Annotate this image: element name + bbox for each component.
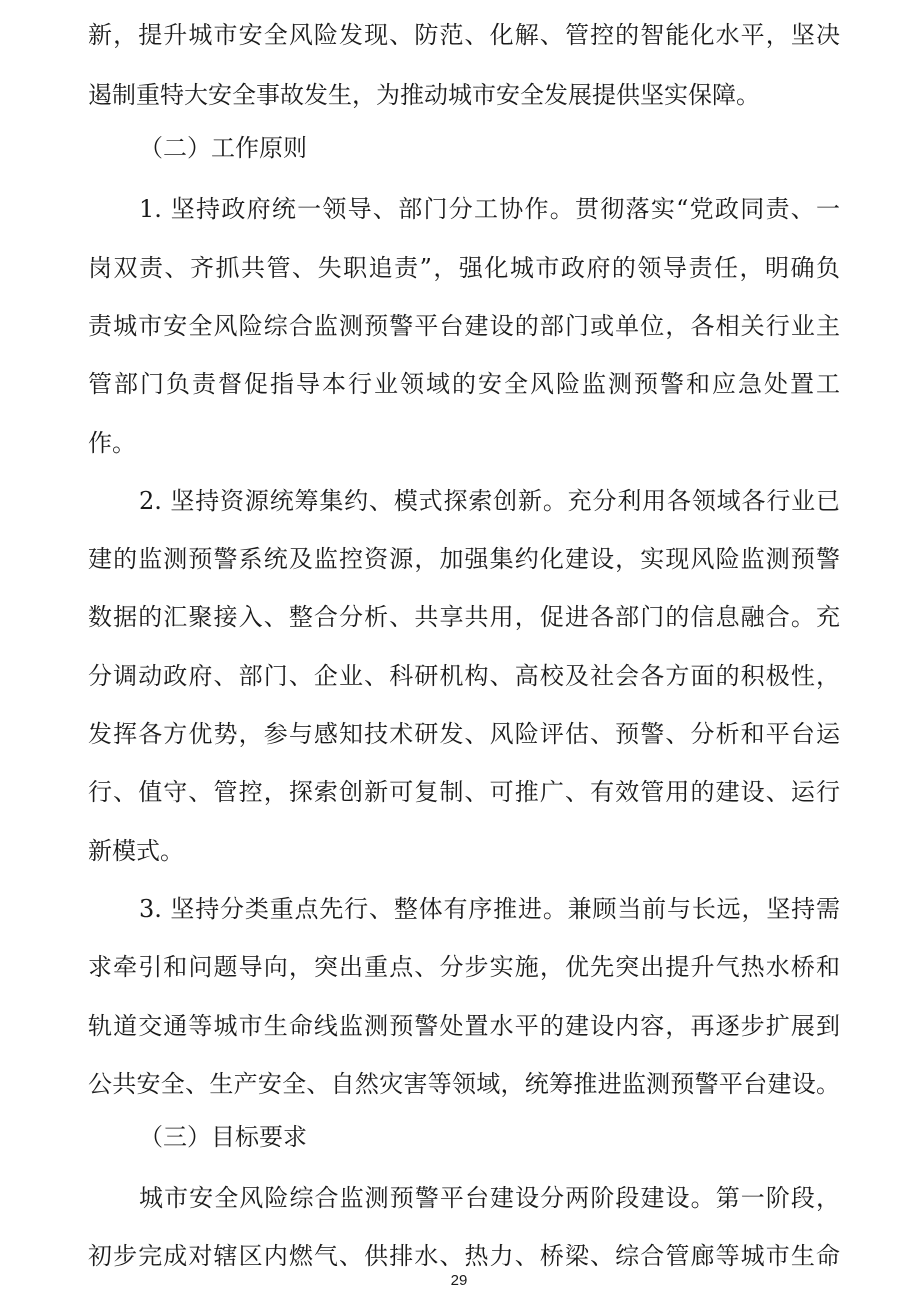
paragraph-line: 求牵引和问题导向，突出重点、分步实施，优先突出提升气热水桥和 bbox=[88, 953, 840, 981]
paragraph-line: 数据的汇聚接入、整合分析、共享共用，促进各部门的信息融合。充 bbox=[88, 603, 840, 631]
paragraph-line: 发挥各方优势，参与感知技术研发、风险评估、预警、分析和平台运 bbox=[88, 720, 840, 748]
paragraph-line: 遏制重特大安全事故发生，为推动城市安全发展提供坚实保障。 bbox=[88, 81, 760, 109]
page-number: 29 bbox=[450, 1272, 468, 1289]
paragraph-line: 初步完成对辖区内燃气、供排水、热力、桥梁、综合管廊等城市生命 bbox=[88, 1242, 840, 1270]
paragraph-line: 管部门负责督促指导本行业领域的安全风险监测预警和应急处置工 bbox=[88, 370, 840, 398]
paragraph-line: 3. 坚持分类重点先行、整体有序推进。兼顾当前与长远，坚持需 bbox=[139, 895, 840, 923]
paragraph-line: 建的监测预警系统及监控资源，加强集约化建设，实现风险监测预警 bbox=[88, 545, 840, 573]
paragraph-line: 行、值守、管控，探索创新可复制、可推广、有效管用的建设、运行 bbox=[88, 778, 840, 806]
section-heading-goals: （三）目标要求 bbox=[139, 1123, 307, 1151]
paragraph-line: 岗双责、齐抓共管、失职追责”，强化城市政府的领导责任，明确负 bbox=[88, 254, 840, 282]
paragraph-line: 责城市安全风险综合监测预警平台建设的部门或单位，各相关行业主 bbox=[88, 312, 840, 340]
paragraph-line: 轨道交通等城市生命线监测预警处置水平的建设内容，再逐步扩展到 bbox=[88, 1012, 840, 1040]
paragraph-line: 新模式。 bbox=[88, 837, 184, 865]
paragraph-line: 公共安全、生产安全、自然灾害等领域，统筹推进监测预警平台建设。 bbox=[88, 1070, 840, 1098]
paragraph-line: 分调动政府、部门、企业、科研机构、高校及社会各方面的积极性， bbox=[88, 662, 840, 690]
paragraph-line: 新，提升城市安全风险发现、防范、化解、管控的智能化水平，坚决 bbox=[88, 21, 840, 49]
paragraph-line: 2. 坚持资源统筹集约、模式探索创新。充分利用各领域各行业已 bbox=[139, 487, 840, 515]
paragraph-line: 作。 bbox=[88, 429, 136, 457]
section-heading-principles: （二）工作原则 bbox=[139, 134, 307, 162]
paragraph-line: 1. 坚持政府统一领导、部门分工协作。贯彻落实“党政同责、一 bbox=[139, 195, 840, 223]
paragraph-line: 城市安全风险综合监测预警平台建设分两阶段建设。第一阶段， bbox=[139, 1184, 840, 1212]
